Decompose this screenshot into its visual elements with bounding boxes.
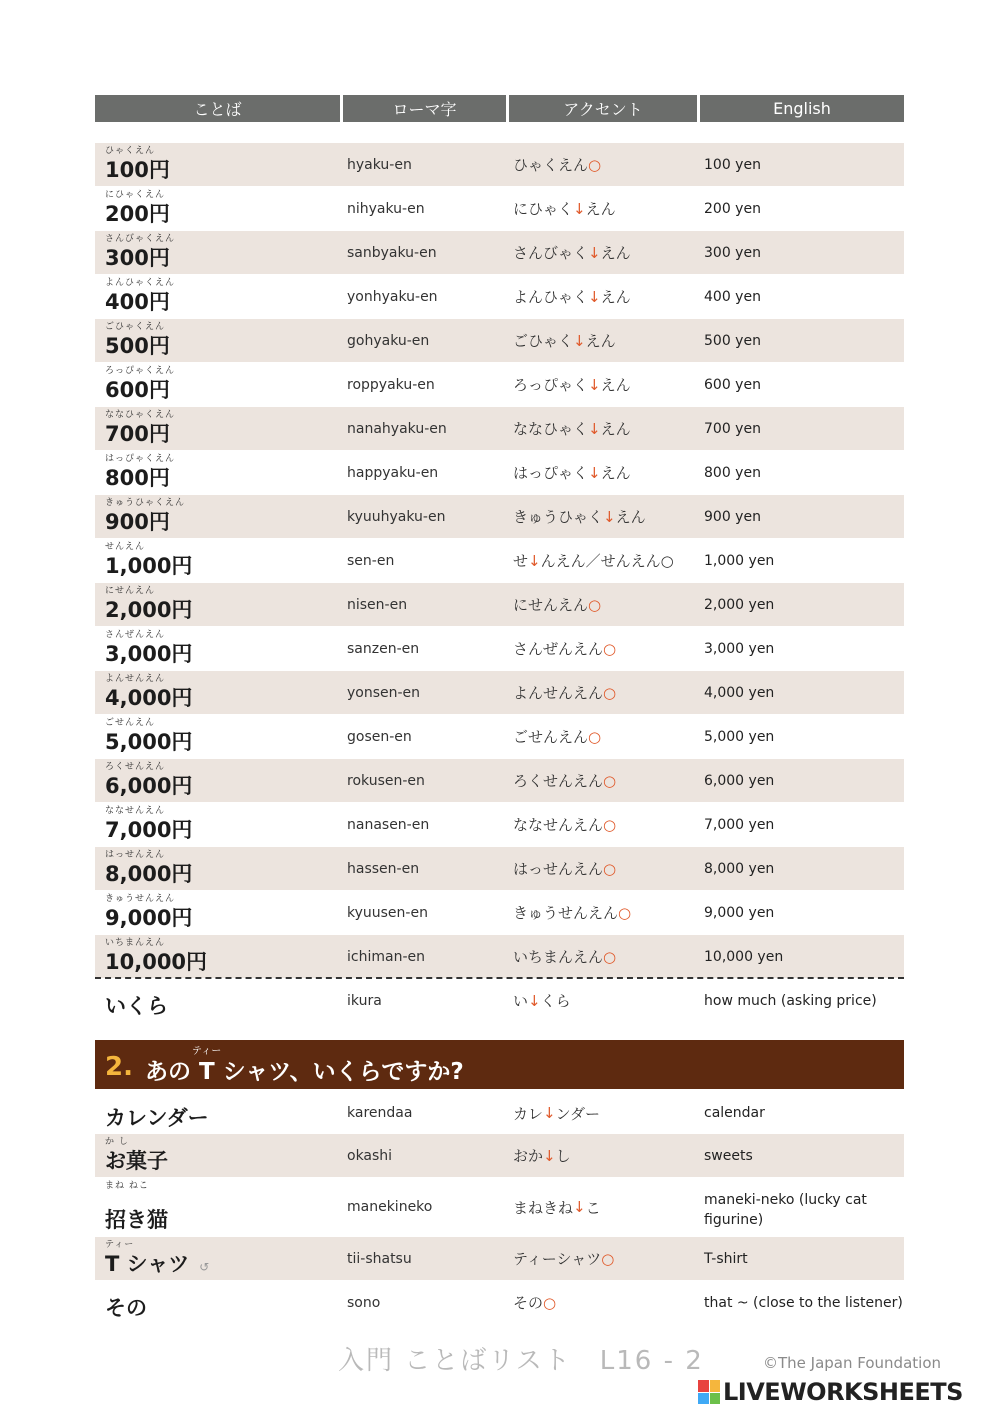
section-title: あの T シャツ、いくらですか? (145, 1059, 464, 1085)
accent-text: はっせんえん (513, 860, 604, 878)
accent (513, 979, 571, 1022)
accent-text: さんぜんえん (513, 640, 604, 658)
romaji: sono (347, 1294, 381, 1311)
romaji: tii-shatsu (347, 1250, 412, 1267)
accent-text: い (513, 992, 529, 1010)
accent-text-post: えん (585, 200, 616, 218)
accent-text: さんびゃく (513, 244, 589, 262)
vocab-word: 900円 (105, 510, 170, 534)
table-row (95, 847, 904, 890)
english-meaning: 300 yen (704, 244, 761, 261)
vocab-word: 300円 (105, 246, 170, 270)
english-meaning: 700 yen (704, 420, 761, 437)
ruby-reading: さんぜんえん (105, 630, 166, 640)
liveworksheets-logo-icon (698, 1380, 720, 1404)
accent (513, 539, 674, 582)
section-banner (95, 1040, 904, 1089)
table-row (95, 1237, 904, 1280)
accent (513, 451, 631, 494)
table-row (95, 407, 904, 450)
accent-mark-icon: ↓ (573, 331, 586, 350)
vocab-word: カレンダー (105, 1106, 209, 1130)
accent-text: ろくせんえん (513, 772, 604, 790)
table-row (95, 715, 904, 758)
table-row (95, 1178, 904, 1236)
refresh-icon[interactable]: ↺ (199, 1260, 210, 1274)
accent-text: にひゃく (513, 200, 574, 218)
accent-text: きゅうひゃく (513, 508, 604, 526)
english-meaning: 500 yen (704, 332, 761, 349)
romaji: manekineko (347, 1199, 433, 1215)
romaji: happyaku-en (347, 464, 439, 481)
vocab-word: 8,000円 (105, 862, 193, 886)
liveworksheets-brand (698, 1378, 963, 1406)
ruby-reading: にせんえん (105, 586, 156, 596)
accent (513, 935, 616, 978)
accent-text-post: こ (585, 1198, 601, 1217)
accent-text: まねきね (513, 1198, 574, 1217)
english-meaning: 900 yen (704, 508, 761, 525)
ruby-reading: はっせんえん (105, 850, 166, 860)
ruby-reading: ろくせんえん (105, 762, 166, 772)
english-meaning: 9,000 yen (704, 904, 775, 921)
ruby-reading: ななひゃくえん (105, 410, 176, 420)
accent-mark-icon: ↓ (588, 463, 601, 482)
accent-text: にせんえん (513, 596, 589, 614)
table-row (95, 671, 904, 714)
english-meaning: that ~ (close to the listener) (704, 1294, 903, 1311)
english-meaning: maneki-neko (lucky cat figurine) (704, 1192, 867, 1228)
accent-text: きゅうせんえん (513, 904, 619, 922)
vocab-word: お菓子 (105, 1149, 168, 1173)
table-row (95, 275, 904, 318)
accent (513, 847, 616, 890)
copyright: ©The Japan Foundation (763, 1354, 942, 1372)
accent (513, 583, 601, 626)
english-meaning: 200 yen (704, 200, 761, 217)
accent-text: ひゃくえん (513, 156, 589, 174)
accent (513, 759, 616, 802)
ruby-reading: まね ねこ (105, 1181, 149, 1191)
vocab-word: T シャツ ↺ (105, 1252, 210, 1276)
accent-text: おか (513, 1147, 544, 1165)
ruby-reading: きゅうせんえん (105, 894, 176, 904)
english-meaning: 100 yen (704, 156, 761, 173)
table-row (95, 1134, 904, 1177)
table-row (95, 803, 904, 846)
vocab-word: その (105, 1296, 147, 1320)
header-kotoba: ことば (95, 95, 340, 122)
table-row (95, 319, 904, 362)
accent-mark-icon: ○ (603, 639, 617, 658)
vocab-word: 700円 (105, 422, 170, 446)
accent-text: いちまんえん (513, 948, 604, 966)
table-row (95, 1281, 904, 1324)
accent-text: カレ (513, 1104, 544, 1123)
table-row (95, 583, 904, 626)
ruby-reading: よんせんえん (105, 674, 166, 684)
romaji: sanzen-en (347, 640, 420, 657)
brand-text: LIVEWORKSHEETS (723, 1378, 963, 1406)
accent-text: ごせんえん (513, 728, 589, 746)
vocab-word: 3,000円 (105, 642, 193, 666)
footer-title: 入門 ことばリスト L16 - 2 (338, 1346, 704, 1376)
accent-text-post: えん (615, 508, 646, 526)
english-meaning: how much (asking price) (704, 992, 877, 1009)
accent (513, 803, 616, 846)
romaji: gosen-en (347, 728, 412, 745)
accent-mark-icon: ○ (601, 1249, 615, 1268)
ruby-reading: さんびゃくえん (105, 234, 176, 244)
english-meaning: calendar (704, 1105, 765, 1121)
accent (513, 275, 631, 318)
romaji: gohyaku-en (347, 332, 430, 349)
section-number: 2. (105, 1052, 133, 1082)
table-row (95, 891, 904, 934)
header-english: English (700, 95, 904, 122)
accent-text: ななひゃく (513, 420, 589, 438)
accent (513, 187, 616, 230)
accent (513, 1281, 556, 1324)
accent-mark-icon: ○ (603, 947, 617, 966)
romaji: hassen-en (347, 860, 420, 877)
table-row (95, 539, 904, 582)
ruby-reading: ごひゃくえん (105, 322, 166, 332)
english-meaning: 4,000 yen (704, 684, 775, 701)
ruby-reading: ごせんえん (105, 718, 156, 728)
romaji: nanasen-en (347, 816, 430, 833)
section-ruby: ティー (192, 1046, 222, 1057)
accent (513, 1237, 614, 1280)
accent-mark-icon: ↓ (543, 1146, 556, 1165)
english-meaning: 2,000 yen (704, 596, 775, 613)
english-meaning: 800 yen (704, 464, 761, 481)
english-meaning: 10,000 yen (704, 948, 784, 965)
accent-text: ななせんえん (513, 816, 604, 834)
ruby-reading: いちまんえん (105, 938, 166, 948)
romaji: nanahyaku-en (347, 420, 447, 437)
ruby-reading: せんえん (105, 542, 146, 552)
vocab-word: 5,000円 (105, 730, 193, 754)
accent-text: はっぴゃく (513, 464, 589, 482)
vocab-word: 200円 (105, 202, 170, 226)
ruby-reading: ななせんえん (105, 806, 166, 816)
vocab-word: 6,000円 (105, 774, 193, 798)
vocab-word: 7,000円 (105, 818, 193, 842)
accent-mark-icon: ○ (543, 1293, 557, 1312)
english-meaning: 1,000 yen (704, 552, 775, 569)
accent-mark-icon: ○ (603, 859, 617, 878)
accent-text: よんひゃく (513, 288, 589, 306)
table-row (95, 495, 904, 538)
accent-text: よんせんえん (513, 684, 604, 702)
vocab-word: 800円 (105, 466, 170, 490)
accent-text-post: えん (600, 244, 631, 262)
accent-mark-icon: ○ (588, 727, 602, 746)
ruby-reading: きゅうひゃくえん (105, 498, 186, 508)
accent-text-post: えん (600, 288, 631, 306)
romaji: yonsen-en (347, 684, 421, 701)
accent-mark-icon: ↓ (573, 199, 586, 218)
table-row (95, 759, 904, 802)
romaji: kyuuhyaku-en (347, 508, 446, 525)
accent-text-post: えん (600, 376, 631, 394)
english-meaning: 400 yen (704, 288, 761, 305)
vocab-word: 9,000円 (105, 906, 193, 930)
accent-text-post: くら (540, 992, 571, 1010)
vocab-word: 500円 (105, 334, 170, 358)
vocab-word: 400円 (105, 290, 170, 314)
accent-mark-icon: ○ (603, 771, 617, 790)
english-meaning: 7,000 yen (704, 816, 775, 833)
accent-text-post: えん (600, 464, 631, 482)
accent-text: せ (513, 552, 529, 570)
header-accent: アクセント (509, 95, 697, 122)
english-meaning: 8,000 yen (704, 860, 775, 877)
romaji: nihyaku-en (347, 200, 425, 217)
vocab-word: 10,000円 (105, 950, 208, 974)
romaji: sen-en (347, 552, 395, 569)
english-meaning: 3,000 yen (704, 640, 775, 657)
accent-mark-icon: ↓ (588, 287, 601, 306)
ruby-reading: ろっぴゃくえん (105, 366, 176, 376)
accent-mark-icon: ↓ (543, 1104, 556, 1122)
table-row (95, 979, 904, 1022)
english-meaning: 5,000 yen (704, 728, 775, 745)
accent-mark-icon: ○ (588, 595, 602, 614)
ruby-reading: にひゃくえん (105, 190, 166, 200)
english-meaning: T-shirt (704, 1250, 748, 1267)
accent-text-post: し (555, 1147, 571, 1165)
accent-mark-icon: ↓ (573, 1198, 586, 1216)
romaji: nisen-en (347, 596, 408, 613)
english-meaning: sweets (704, 1147, 753, 1164)
table-row (95, 231, 904, 274)
accent-text-post: ンダー (555, 1104, 600, 1123)
accent (513, 715, 601, 758)
accent (513, 495, 646, 538)
english-meaning: 6,000 yen (704, 772, 775, 789)
romaji: kyuusen-en (347, 904, 428, 921)
table-row (95, 1092, 904, 1134)
romaji: karendaa (347, 1105, 413, 1121)
vocab-word: いくら (105, 994, 168, 1018)
accent-mark-icon: ↓ (588, 419, 601, 438)
romaji: hyaku-en (347, 156, 412, 173)
accent-text: ろっぴゃく (513, 376, 589, 394)
accent-text-post: えん (600, 420, 631, 438)
accent-mark-icon: ↓ (528, 551, 541, 570)
accent (513, 1092, 600, 1134)
accent-text: その (513, 1294, 544, 1312)
vocab-word: 100円 (105, 158, 170, 182)
vocab-word: 招き猫 (105, 1208, 168, 1232)
table-row (95, 363, 904, 406)
accent-mark-icon: ○ (603, 815, 617, 834)
accent-mark-icon: ↓ (588, 243, 601, 262)
table-row (95, 187, 904, 230)
table-row (95, 143, 904, 186)
ruby-reading: ひゃくえん (105, 146, 156, 156)
romaji: sanbyaku-en (347, 244, 437, 261)
accent-text-post: んえん／せんえん○ (540, 552, 674, 570)
header-romaji: ローマ字 (343, 95, 506, 122)
accent (513, 627, 616, 670)
ruby-reading: はっぴゃくえん (105, 454, 176, 464)
ruby-reading: か し (105, 1137, 129, 1147)
accent (513, 1134, 571, 1177)
accent-mark-icon: ○ (618, 903, 632, 922)
vocab-word: 2,000円 (105, 598, 193, 622)
table-row (95, 935, 904, 978)
ruby-reading: ティー (105, 1240, 135, 1250)
accent (513, 231, 631, 274)
accent-text: ティーシャツ (513, 1250, 602, 1268)
table-row (95, 627, 904, 670)
romaji: okashi (347, 1147, 393, 1164)
accent (513, 143, 601, 186)
accent (513, 319, 616, 362)
vocab-word: 600円 (105, 378, 170, 402)
accent-mark-icon: ↓ (588, 375, 601, 394)
romaji: rokusen-en (347, 772, 425, 789)
accent-mark-icon: ↓ (603, 507, 616, 526)
dashed-divider (95, 977, 904, 979)
ruby-reading: よんひゃくえん (105, 278, 176, 288)
accent-text: ごひゃく (513, 332, 574, 350)
english-meaning: 600 yen (704, 376, 761, 393)
accent (513, 363, 631, 406)
vocab-word: 1,000円 (105, 554, 193, 578)
romaji: ichiman-en (347, 948, 425, 965)
accent (513, 891, 631, 934)
accent-mark-icon: ○ (588, 155, 602, 174)
accent (513, 1178, 601, 1236)
accent (513, 407, 631, 450)
accent-text-post: えん (585, 332, 616, 350)
table-header (95, 95, 904, 122)
vocab-word: 4,000円 (105, 686, 193, 710)
romaji: ikura (347, 992, 382, 1009)
romaji: roppyaku-en (347, 376, 435, 393)
accent-mark-icon: ○ (603, 683, 617, 702)
table-row (95, 451, 904, 494)
accent (513, 671, 616, 714)
accent-mark-icon: ↓ (528, 991, 541, 1010)
romaji: yonhyaku-en (347, 288, 438, 305)
